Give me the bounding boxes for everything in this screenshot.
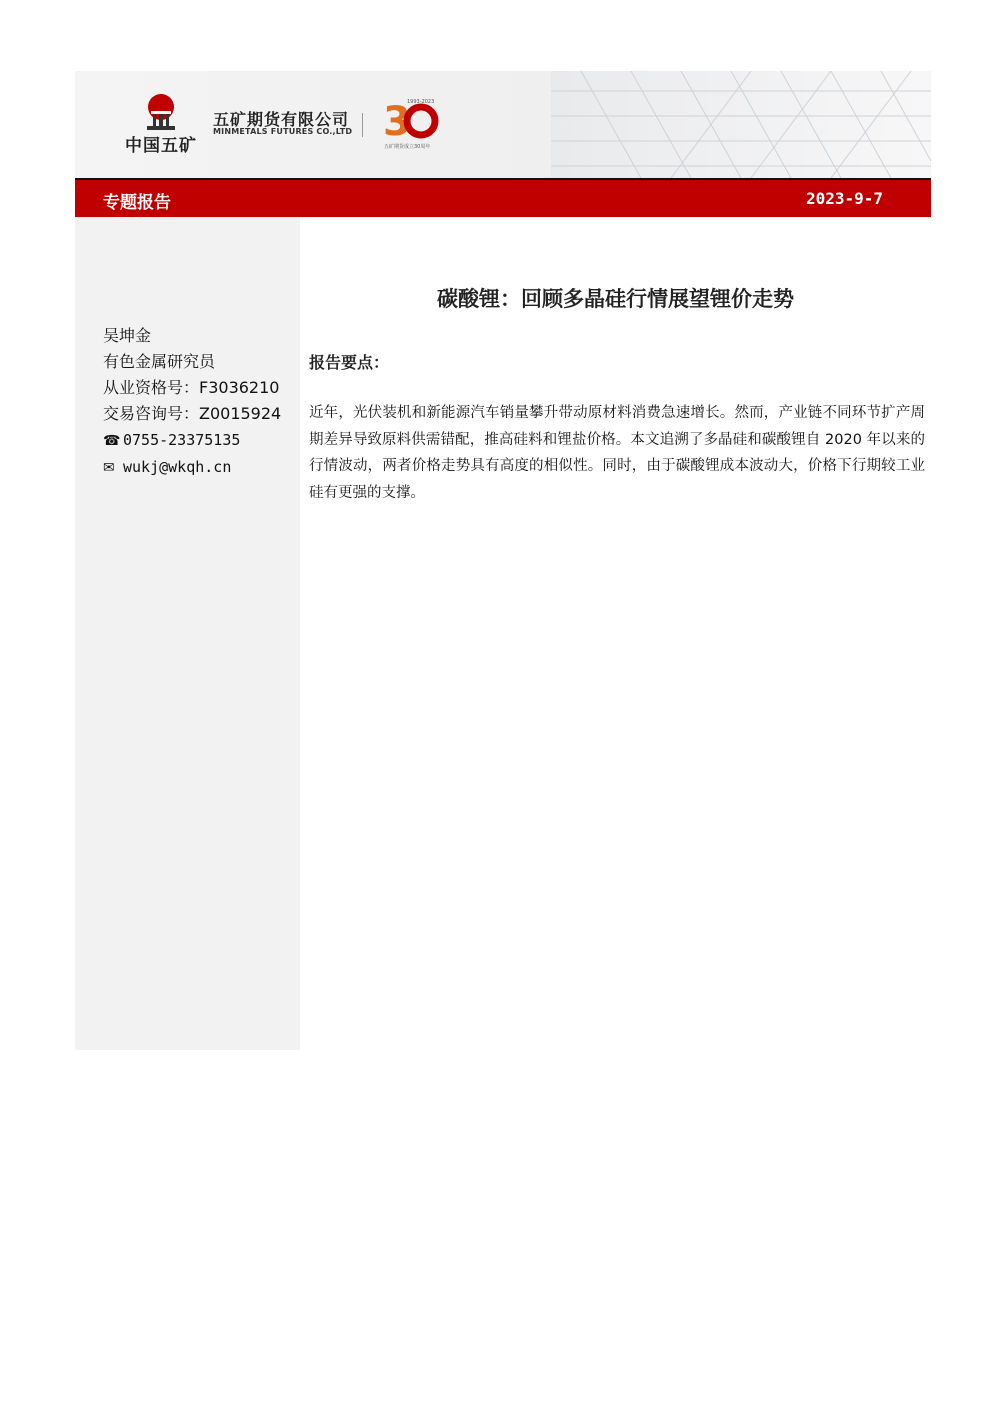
author-sidebar [75, 217, 300, 1050]
summary-heading: 报告要点： [309, 353, 390, 372]
anniversary-years: 1993-2023 [407, 99, 435, 105]
anniversary-caption: 五矿期货成立30周年 [384, 144, 431, 150]
author-phone: 0755-23375135 [123, 431, 241, 449]
page-header [75, 71, 931, 178]
svg-text:3: 3 [383, 99, 411, 145]
author-name: 吴坤金 [103, 326, 152, 345]
company-name-en: MINMETALS FUTURES CO.,LTD [213, 127, 353, 136]
report-type-banner [75, 180, 931, 217]
author-role: 有色金属研究员 [103, 352, 216, 371]
report-type-label: 专题报告 [103, 193, 171, 213]
phone-icon: ☎ [103, 433, 121, 449]
building-background-graphic [551, 71, 931, 178]
group-logo-text: 中国五矿 [125, 136, 197, 156]
author-email[interactable]: wukj@wkqh.cn [123, 458, 232, 476]
report-date: 2023-9-7 [805, 189, 883, 208]
company-name-cn: 五矿期货有限公司 [213, 110, 350, 129]
author-email-row [103, 454, 281, 481]
email-icon: ✉ [103, 460, 115, 476]
minmetals-logo-icon [143, 93, 179, 133]
report-title: 碳酸锂：回顾多晶硅行情展望锂价走势 [437, 287, 794, 311]
header-divider [362, 113, 363, 137]
author-qualification: 从业资格号：F3036210 [103, 378, 280, 397]
author-consult-number: 交易咨询号：Z0015924 [103, 404, 282, 423]
author-phone-row [103, 427, 281, 454]
author-info [103, 323, 281, 481]
summary-paragraph: 近年，光伏装机和新能源汽车销量攀升带动原材料消费急速增长。然而，产业链不同环节扩产周期差异导致原料供需错配，推高硅料和锂盐价格。本文追溯了多晶硅和碳酸锂自 2020 年以来的行情波动，两者价格走势具有高度的相似性。同时，由于碳酸锂成本波动大，价格下行期较工业硅有更强的支撑。 [309, 405, 925, 501]
